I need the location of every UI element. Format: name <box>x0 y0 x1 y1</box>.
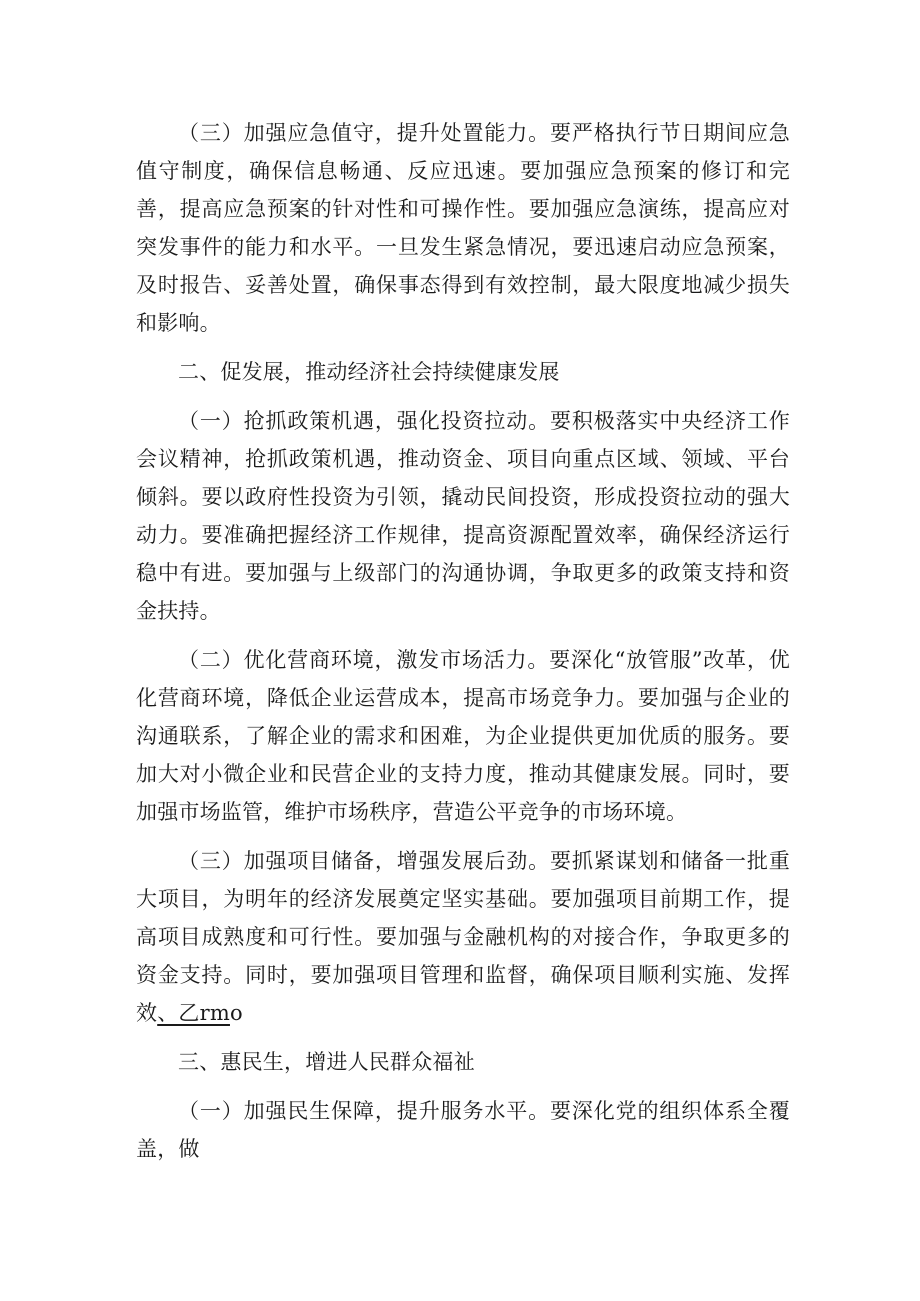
section-heading-development: 二、促发展，推动经济社会持续健康发展 <box>178 360 560 384</box>
paragraph-project-reserve <box>136 842 790 1032</box>
paragraph-project-reserve-garbled-tail: 、乙rm <box>157 1001 230 1025</box>
paragraph-emergency-duty: （三）加强应急值守，提升处置能力。要严格执行节日期间应急值守制度，确保信息畅通、反应迅速。要加强应急预案的修订和完善，提高应急预案的针对性和可操作性。要加强应急演练，提高应对突发事件的能力和水平。一旦发生紧急情况，要迅速启动应急预案，及时报告、妥善处置，确保事态得到有效控制，最大限度地减少损失和影响。 <box>136 121 790 335</box>
paragraph-livelihood-security: （一）加强民生保障，提升服务水平。要深化党的组织体系全覆盖，做 <box>136 1099 790 1161</box>
paragraph-policy-investment: （一）抢抓政策机遇，强化投资拉动。要积极落实中央经济工作会议精神，抢抓政策机遇，推动资金、项目向重点区域、领域、平台倾斜。要以政府性投资为引领，撬动民间投资，形成投资拉动的强大动力。要准确把握经济工作规律，提高资源配置效率，确保经济运行稳中有进。要加强与上级部门的沟通协调，争取更多的政策支持和资金扶持。 <box>136 409 790 623</box>
paragraph-project-reserve-end: o <box>229 1001 243 1025</box>
paragraph-project-reserve-text: （三）加强项目储备，增强发展后劲。要抓紧谋划和储备一批重大项目，为明年的经济发展奠定坚实基础。要加强项目前期工作，提高项目成熟度和可行性。要加强与金融机构的对接合作，争取更多的资金支持。同时，要加强项目管理和监督，确保项目顺利实施、发挥效 <box>136 849 790 1025</box>
document-body <box>136 114 790 1179</box>
section-heading-livelihood: 三、惠民生，增进人民群众福祉 <box>178 1050 475 1074</box>
paragraph-business-environment: （二）优化营商环境，激发市场活力。要深化“放管服”改革，优化营商环境，降低企业运营成本，提高市场竞争力。要加强与企业的沟通联系，了解企业的需求和困难，为企业提供更加优质的服务。要加大对小微企业和民营企业的支持力度，推动其健康发展。同时，要加强市场监管，维护市场秩序，营造公平竞争的市场环境。 <box>136 648 790 824</box>
